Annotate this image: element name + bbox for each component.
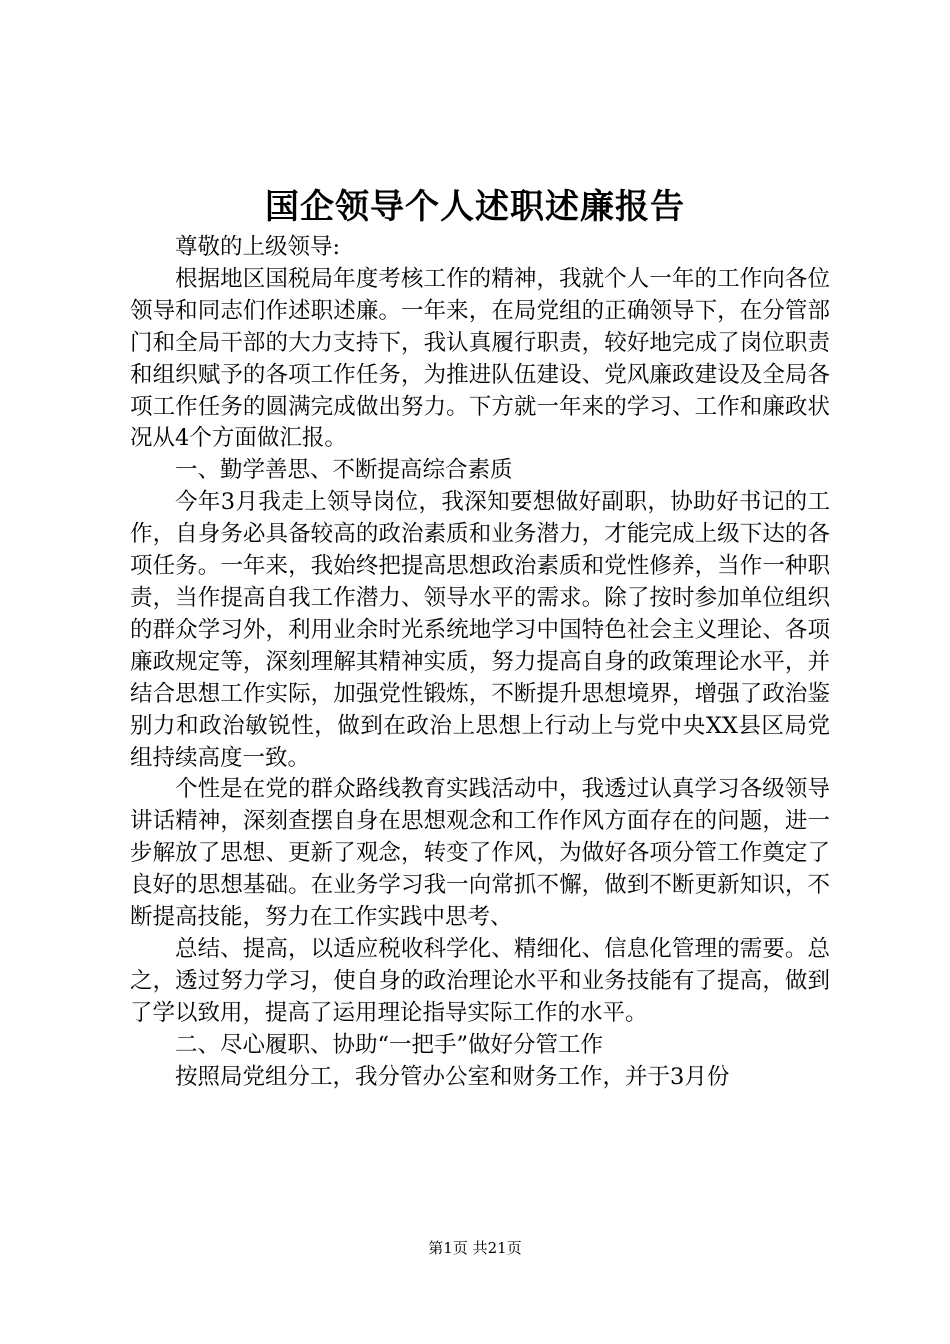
body-paragraph: 总结、提高，以适应税收科学化、精细化、信息化管理的需要。总之，透过努力学习，使自身的政治理论水平和业务技能有了提高，做到了学以致用，提高了运用理论指导实际工作的水平。 [130, 935, 830, 1026]
page-number-footer: 第1页 共21页 [428, 1239, 522, 1257]
body-paragraph: 个性是在党的群众路线教育实践活动中，我透过认真学习各级领导讲话精神，深刻查摆自身在思想观念和工作作风方面存在的问题，进一步解放了思想、更新了观念，转变了作风，为做好各项分管工作奠定了良好的思想基础。在业务学习我一向常抓不懈，做到不断更新知识，不断提高技能，努力在工作实践中思考、 [130, 776, 830, 931]
body-paragraph: 今年3月我走上领导岗位，我深知要想做好副职，协助好书记的工作，自身务必具备较高的政治素质和业务潜力，才能完成上级下达的各项任务。一年来，我始终把提高思想政治素质和党性修养，当作一种职责，当作提高自我工作潜力、领导水平的需求。除了按时参加单位组织的群众学习外，利用业余时光系统地学习中国特色社会主义理论、各项廉政规定等，深刻理解其精神实质，努力提高自身的政策理论水平，并结合思想工作实际，加强党性锻炼，不断提升思想境界，增强了政治鉴别力和政治敏锐性，做到在政治上思想上行动上与党中央XX县区局党组持续高度一致。 [130, 489, 830, 771]
body-paragraph: 按照局党组分工，我分管办公室和财务工作，并于3月份 [175, 1063, 730, 1090]
document-body [130, 232, 830, 1093]
intro-paragraph: 根据地区国税局年度考核工作的精神，我就个人一年的工作向各位领导和同志们作述职述廉。一年来，在局党组的正确领导下，在分管部门和全局干部的大力支持下，我认真履行职责，较好地完成了岗位职责和组织赋予的各项工作任务，为推进队伍建设、党风廉政建设及全局各项工作任务的圆满完成做出努力。下方就一年来的学习、工作和廉政状况从4个方面做汇报。 [130, 265, 830, 452]
document-title: 国企领导个人述职述廉报告 [265, 187, 685, 227]
section-heading-1: 一、勤学善思、不断提高综合素质 [175, 457, 513, 484]
section-heading-2: 二、尽心履职、协助“一把手”做好分管工作 [175, 1031, 604, 1058]
salutation-paragraph: 尊敬的上级领导: [175, 234, 341, 260]
